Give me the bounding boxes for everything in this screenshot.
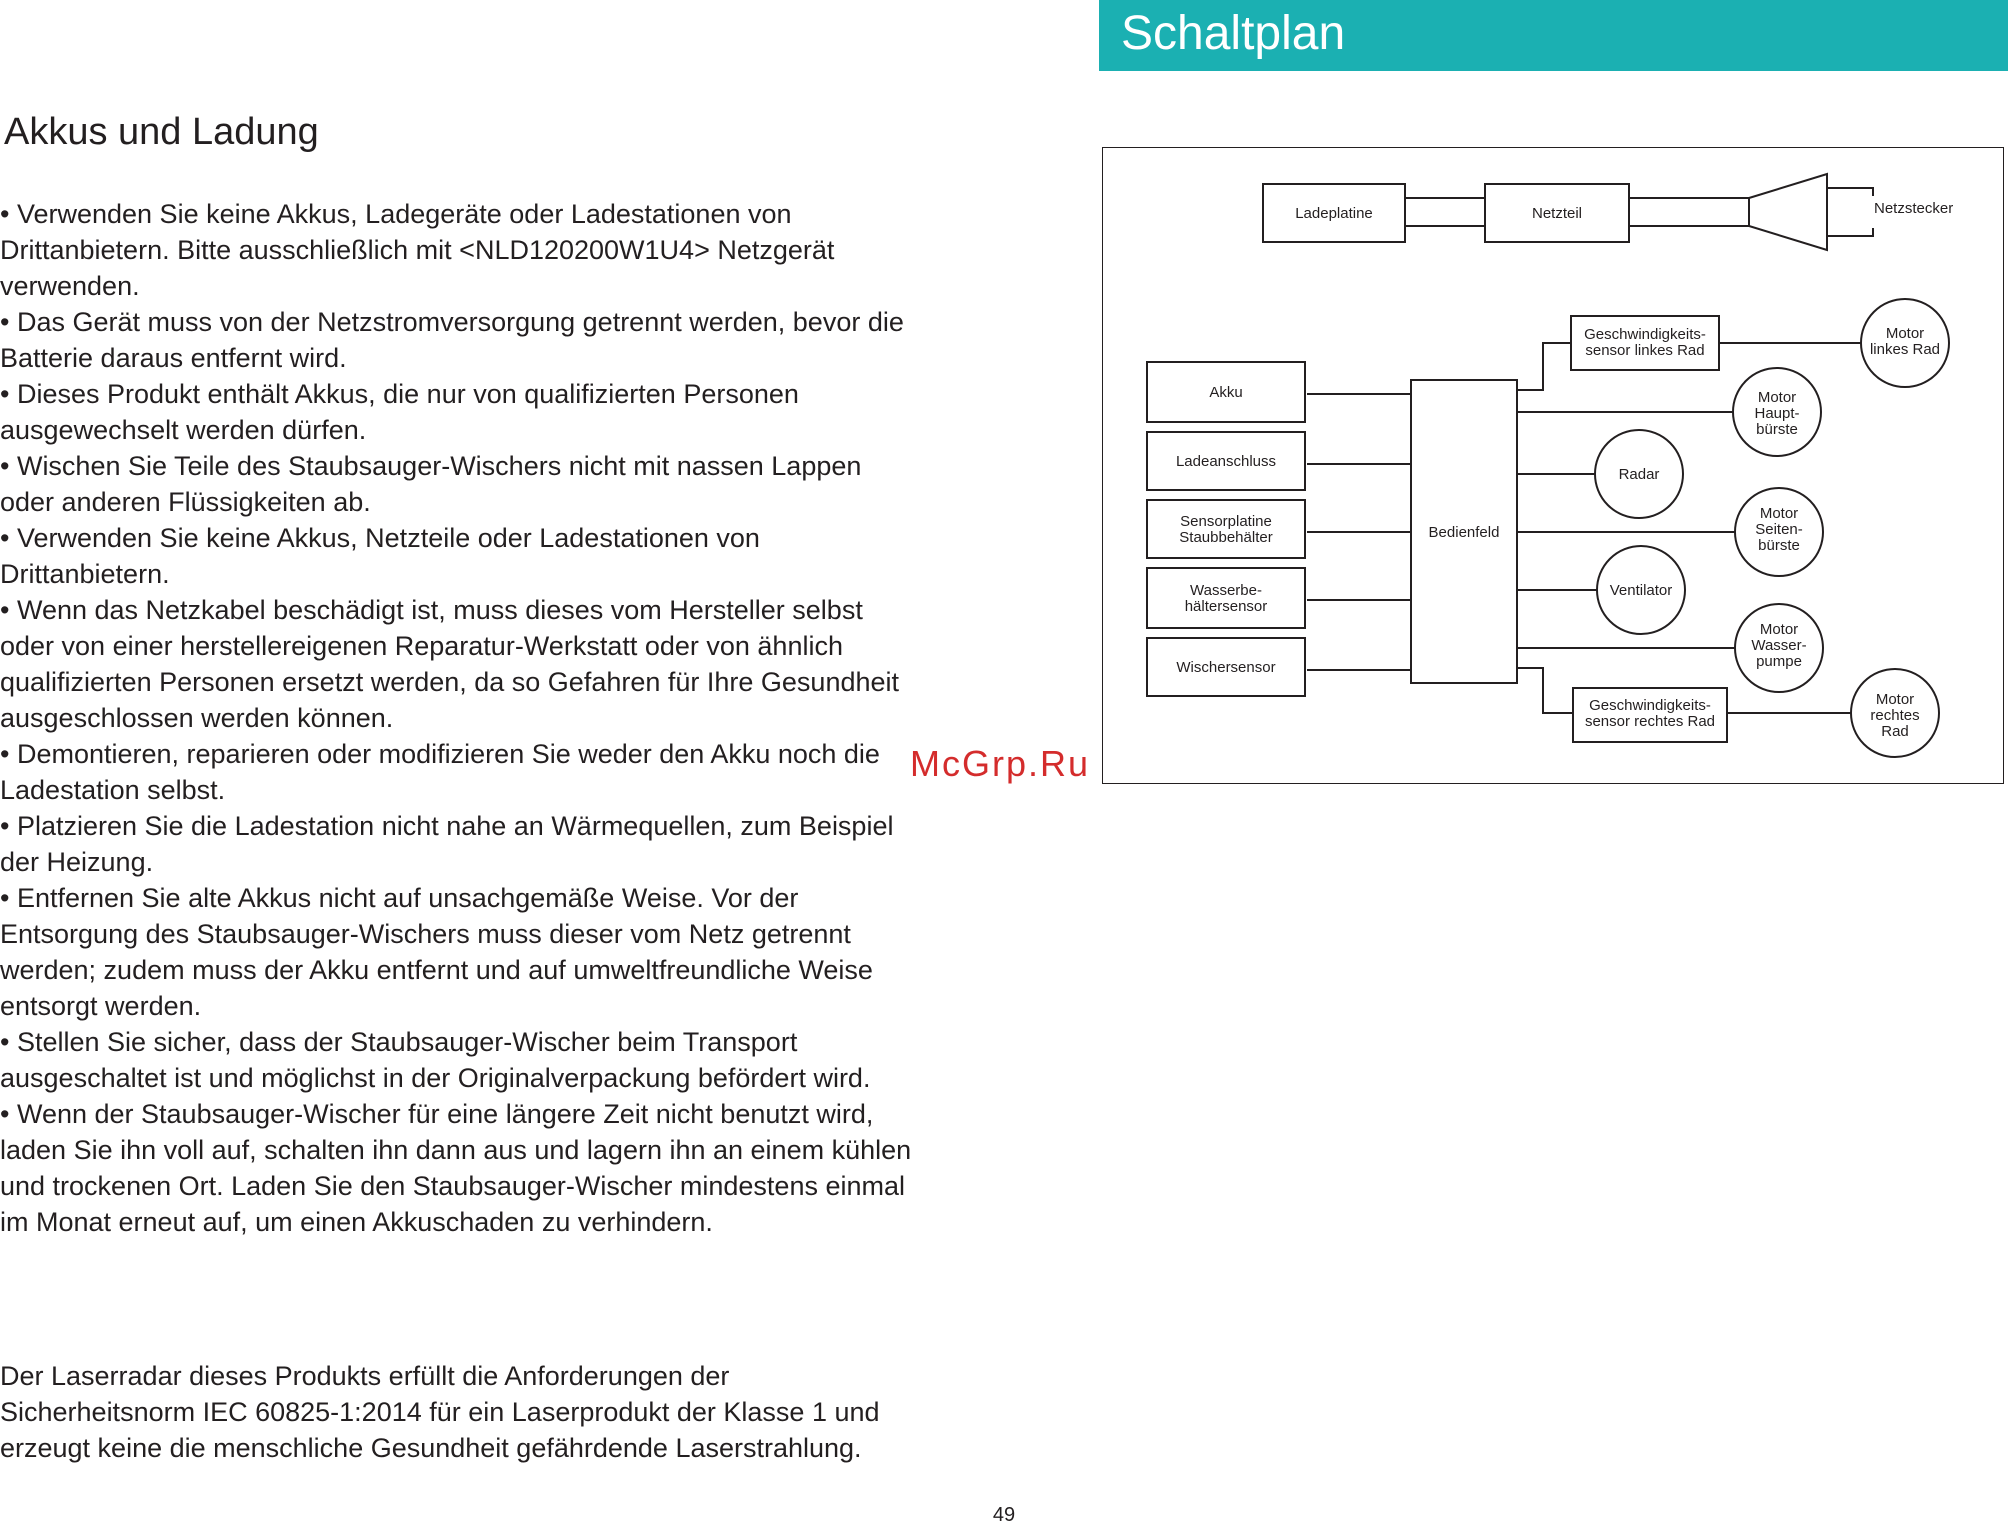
label-wasserbehaelter-1: Wasserbe- <box>1190 582 1262 599</box>
bullet-item: • Verwenden Sie keine Akkus, Ladegeräte oder Ladestationen von Drittanbietern. Bitte ausschließlich mit <NLD120200W1U4> Netzgerät verwenden. <box>0 199 835 301</box>
watermark: McGrp.Ru <box>910 743 1091 784</box>
label-motor-pump-3: pumpe <box>1756 653 1802 670</box>
header-bar <box>1099 0 2008 71</box>
label-netzstecker: Netzstecker <box>1874 200 1954 217</box>
plug-prongs <box>1827 188 1873 236</box>
bullet-item: • Dieses Produkt enthält Akkus, die nur von qualifizierten Personen ausgewechselt werden dürfen. <box>0 379 799 445</box>
page-number: 49 <box>992 1504 1016 1526</box>
label-motor-left-1: Motor <box>1885 325 1925 342</box>
label-speed-right-2: sensor rechtes Rad <box>1584 713 1716 730</box>
label-speed-left-2: sensor linkes Rad <box>1585 342 1705 359</box>
page-title: Schaltplan <box>1121 7 1346 60</box>
label-motor-right-3: Rad <box>1881 723 1909 740</box>
bullet-item: • Wischen Sie Teile des Staubsauger-Wischers nicht mit nassen Lappen oder anderen Flüssigkeiten ab. <box>0 451 862 517</box>
bullet-item: • Das Gerät muss von der Netzstromversorgung getrennt werden, bevor die Batterie daraus entfernt wird. <box>0 307 904 373</box>
plug-body <box>1749 174 1827 250</box>
label-sensorplatine-2: Staubbehälter <box>1179 529 1273 546</box>
bullet-item: • Demontieren, reparieren oder modifizieren Sie weder den Akku noch die Ladestation selbst. <box>0 739 880 805</box>
circuit-diagram <box>1102 147 2004 784</box>
label-ladeplatine: Ladeplatine <box>1295 205 1373 222</box>
label-motor-pump-1: Motor <box>1759 621 1799 638</box>
label-motor-pump-2: Wasser- <box>1751 637 1807 654</box>
label-akku: Akku <box>1209 384 1243 401</box>
label-ventilator: Ventilator <box>1609 582 1673 599</box>
laser-note: Der Laserradar dieses Produkts erfüllt die Anforderungen der Sicherheitsnorm IEC 60825-1:2014 für ein Laserprodukt der Klasse 1 und erzeugt keine die menschliche Gesundheit gefährdende Laserstrahlung. <box>0 1361 880 1463</box>
bullet-item: • Entfernen Sie alte Akkus nicht auf unsachgemäße Weise. Vor der Entsorgung des Staubsauger-Wischers muss dieser vom Netz getrennt werden; zudem muss der Akku entfernt und auf umweltfreundliche Weise entsorgt werden. <box>0 883 873 1021</box>
bullet-list <box>0 196 915 1240</box>
label-wasserbehaelter-2: hältersensor <box>1184 598 1268 615</box>
label-motor-left-2: linkes Rad <box>1869 341 1941 358</box>
label-wischersensor: Wischersensor <box>1176 659 1276 676</box>
label-radar: Radar <box>1618 466 1660 483</box>
bullet-item: • Stellen Sie sicher, dass der Staubsauger-Wischer beim Transport ausgeschaltet ist und möglichst in der Originalverpackung befördert wird. <box>0 1027 871 1093</box>
label-motor-side-2: Seiten- <box>1755 521 1803 538</box>
bullet-item: • Wenn der Staubsauger-Wischer für eine längere Zeit nicht benutzt wird, laden Sie ihn voll auf, schalten ihn dann aus und lagern ihn an einem kühlen und trockenen Ort. Laden Sie den Staubsauger-Wischer mindestens einmal im Monat erneut auf, um einen Akkuschaden zu verhindern. <box>0 1099 912 1237</box>
circuit-diagram-svg <box>1103 148 2003 783</box>
label-motor-main-2: Haupt- <box>1754 405 1800 422</box>
label-motor-side-3: bürste <box>1758 537 1800 554</box>
bullet-item: • Verwenden Sie keine Akkus, Netzteile oder Ladestationen von Drittanbietern. <box>0 523 760 589</box>
label-motor-right-2: rechtes <box>1870 707 1920 724</box>
label-netzteil: Netzteil <box>1531 205 1583 222</box>
label-speed-right-1: Geschwindigkeits- <box>1589 697 1711 714</box>
section-title: Akkus und Ladung <box>4 111 319 153</box>
label-sensorplatine-1: Sensorplatine <box>1180 513 1272 530</box>
label-ladeanschluss: Ladeanschluss <box>1175 453 1277 470</box>
label-motor-main-3: bürste <box>1756 421 1798 438</box>
label-motor-main-1: Motor <box>1757 389 1797 406</box>
bullet-item: • Platzieren Sie die Ladestation nicht nahe an Wärmequellen, zum Beispiel der Heizung. <box>0 811 894 877</box>
label-speed-left-1: Geschwindigkeits- <box>1584 326 1706 343</box>
label-motor-side-1: Motor <box>1759 505 1799 522</box>
label-motor-right-1: Motor <box>1875 691 1915 708</box>
label-bedienfeld: Bedienfeld <box>1428 524 1500 541</box>
bullet-item: • Wenn das Netzkabel beschädigt ist, muss dieses vom Hersteller selbst oder von einer herstellereigenen Reparatur-Werkstatt oder von ähnlich qualifizierten Personen ersetzt werden, da so Gefahren für Ihre Gesundheit ausgeschlossen werden können. <box>0 595 900 733</box>
